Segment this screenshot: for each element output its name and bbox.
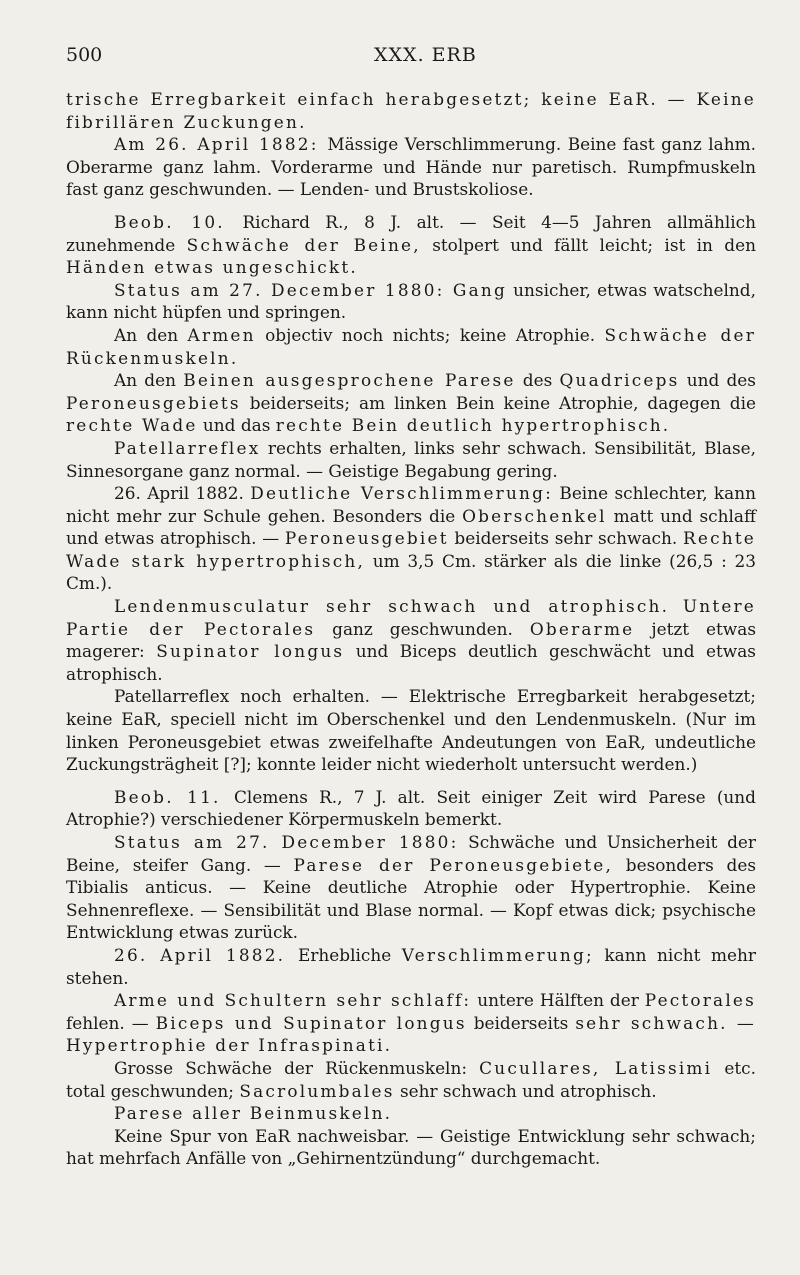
text-run: beiderseits; am linken Bein keine Atrophie, dagegen die <box>240 392 756 413</box>
paragraph <box>66 1125 756 1170</box>
spaced-emphasis: Schwäche der Rückenmuskeln. <box>66 324 756 368</box>
spaced-emphasis: Beob. 11. <box>114 786 234 807</box>
text-run: Schwäche und Unsicherheit der Beine, steifer Gang. — <box>66 832 756 875</box>
text-run: unsicher, etwas watschelnd, kann nicht hüpfen und springen. <box>66 279 756 323</box>
paragraph <box>66 482 756 595</box>
spaced-emphasis: Schwäche der Beine, <box>186 234 421 255</box>
text-run: untere Hälften der <box>471 990 645 1011</box>
spaced-emphasis: Oberarme <box>529 618 635 639</box>
spaced-emphasis: Händen etwas ungeschickt. <box>66 257 358 278</box>
text-run: etc. total geschwunden; <box>66 1057 757 1101</box>
text-run: ganz geschwunden. <box>315 618 530 639</box>
spaced-emphasis: Parese aller Beinmuskeln. <box>114 1103 393 1124</box>
text-run: An den <box>114 370 184 391</box>
text-run: und des <box>679 370 756 391</box>
paragraph <box>66 685 756 775</box>
spaced-emphasis: trische Erregbarkeit einfach herabgesetzt; keine EaR. — Keine fibrillären Zuckungen. <box>66 89 756 132</box>
spaced-emphasis: Cucullares, Latissimi <box>479 1057 713 1078</box>
spaced-emphasis: 26. April 1882. <box>114 944 298 965</box>
paragraph <box>66 437 756 482</box>
spaced-emphasis: Pectorales <box>644 990 756 1011</box>
text-run: stolpert und fällt leicht; ist in den <box>420 234 756 255</box>
paragraph <box>66 324 756 369</box>
text-run: jetzt etwas magerer: <box>66 618 757 662</box>
spaced-emphasis: Lendenmusculatur sehr schwach und atrophisch. <box>114 596 670 617</box>
paragraph <box>66 944 756 989</box>
spaced-emphasis: rechte Wade <box>66 415 198 436</box>
spaced-emphasis: Quadriceps <box>559 370 680 391</box>
text-run <box>669 596 683 616</box>
text-run: besonders des Tibialis anticus. — Keine deutliche Atrophie oder Hypertrophie. Keine Sehnenreflexe. — Sensibilität und Blase normal. — Kopf etwas dick; psychische Entwicklung etwas zurück. <box>66 854 757 943</box>
text-run: beiderseits sehr schwach. <box>448 528 683 549</box>
spaced-emphasis: Status am 27. December 1880: <box>114 832 459 852</box>
text-run: objectiv noch nichts; keine Atrophie. <box>255 324 605 345</box>
spaced-emphasis: Status am 27. December 1880: Gang <box>114 279 507 300</box>
paragraph <box>66 369 756 437</box>
text-run: An den <box>114 324 188 345</box>
text-run: Richard R., 8 J. alt. — Seit 4—5 Jahren allmählich zunehmende <box>66 211 757 255</box>
text-run: Beine schlechter, kann nicht mehr zur Schule gehen. Besonders die <box>66 483 756 526</box>
text-run: Keine Spur von EaR nachweisbar. — Geistige Entwicklung sehr schwach; hat mehrfach Anfälle von „Gehirnentzündung“ durchgemacht. <box>66 1125 756 1169</box>
text-run: matt und schlaff und etwas atrophisch. — <box>66 505 756 549</box>
spaced-emphasis: Verschlimmerung; <box>401 944 594 965</box>
text-run: Clemens R., 7 J. alt. Seit einiger Zeit wird Parese (und Atrophie?) verschiedener Körpermuskeln bemerkt. <box>66 786 756 830</box>
page-header <box>66 44 734 68</box>
spaced-emphasis: Sacrolumbales <box>239 1080 395 1101</box>
text-run: beiderseits <box>466 1012 576 1033</box>
text-run: Erhebliche <box>297 944 402 965</box>
text-run: 26. April 1882. <box>114 483 251 504</box>
spaced-emphasis: Arme und Schultern sehr schlaff: <box>114 990 472 1011</box>
spaced-emphasis: sehr schwach. — Hypertrophie der Infraspinati. <box>66 1012 757 1056</box>
paragraph <box>66 989 756 1057</box>
spaced-emphasis: Beinen ausgesprochene Parese <box>183 370 516 391</box>
text-run: des <box>515 370 560 391</box>
paragraph <box>66 786 756 831</box>
text-run: kann nicht mehr stehen. <box>66 944 756 988</box>
text-run: und das <box>197 415 276 436</box>
paragraph <box>66 133 756 201</box>
paragraph <box>66 88 756 133</box>
spaced-emphasis: Beob. 10. <box>114 211 243 232</box>
text-run: sehr schwach und atrophisch. <box>394 1080 657 1101</box>
text-run: Patellarreflex noch erhalten. — Elektrische Erregbarkeit herabgesetzt; keine EaR, speciell nicht im Oberschenkel und den Lendenmuskeln. (Nur im linken Peroneusgebiet etwas zweifelhafte Andeutungen von EaR, undeutliche Zuckungsträgheit [?]; konnte leider nicht wiederholt untersucht werden.) <box>66 686 756 775</box>
paragraph <box>66 211 756 279</box>
running-head: XXX. ERB <box>374 44 477 66</box>
body-text <box>66 88 756 1170</box>
spaced-emphasis: Patellarreflex <box>114 437 261 458</box>
text-run: und Biceps deutlich geschwächt und etwas atrophisch. <box>66 641 756 684</box>
spaced-emphasis: Supinator longus <box>156 641 345 662</box>
paragraph <box>66 1102 756 1125</box>
spaced-emphasis: Rechte Wade stark hypertrophisch, <box>66 528 757 571</box>
spaced-emphasis: Deutliche Verschlimmerung: <box>250 483 554 504</box>
spaced-emphasis: Biceps und Supinator longus <box>155 1012 467 1033</box>
spaced-emphasis: Peroneusgebiet <box>284 528 449 549</box>
paragraph <box>66 1057 756 1102</box>
text-run: fehlen. — <box>66 1012 156 1033</box>
text-run: Grosse Schwäche der Rückenmuskeln: <box>114 1057 480 1078</box>
paragraph <box>66 831 756 944</box>
spaced-emphasis: Untere Partie der Pectorales <box>66 596 756 639</box>
spaced-emphasis: rechte Bein deutlich hypertrophisch. <box>275 415 671 436</box>
spaced-emphasis: Am 26. April 1882: <box>114 134 328 155</box>
page-number: 500 <box>66 44 103 66</box>
spaced-emphasis: Armen <box>187 324 256 345</box>
spaced-emphasis: Oberschenkel <box>462 505 607 526</box>
text-run: Mässige Verschlimmerung. Beine fast ganz lahm. Oberarme ganz lahm. Vorderarme und Hände nur paretisch. Rumpfmuskeln fast ganz geschwunden. — Lenden- und Brustskoliose. <box>66 134 756 200</box>
spaced-emphasis: Peroneusgebiets <box>66 392 241 413</box>
spaced-emphasis: Parese der Peroneusgebiete, <box>293 854 614 875</box>
text-run: um 3,5 Cm. stärker als die linke (26,5 : 23 Cm.). <box>66 550 756 594</box>
paragraph <box>66 595 756 685</box>
text-run: rechts erhalten, links sehr schwach. Sensibilität, Blase, Sinnesorgane ganz normal. — Geistige Begabung gering. <box>66 437 756 481</box>
paragraph <box>66 279 756 324</box>
